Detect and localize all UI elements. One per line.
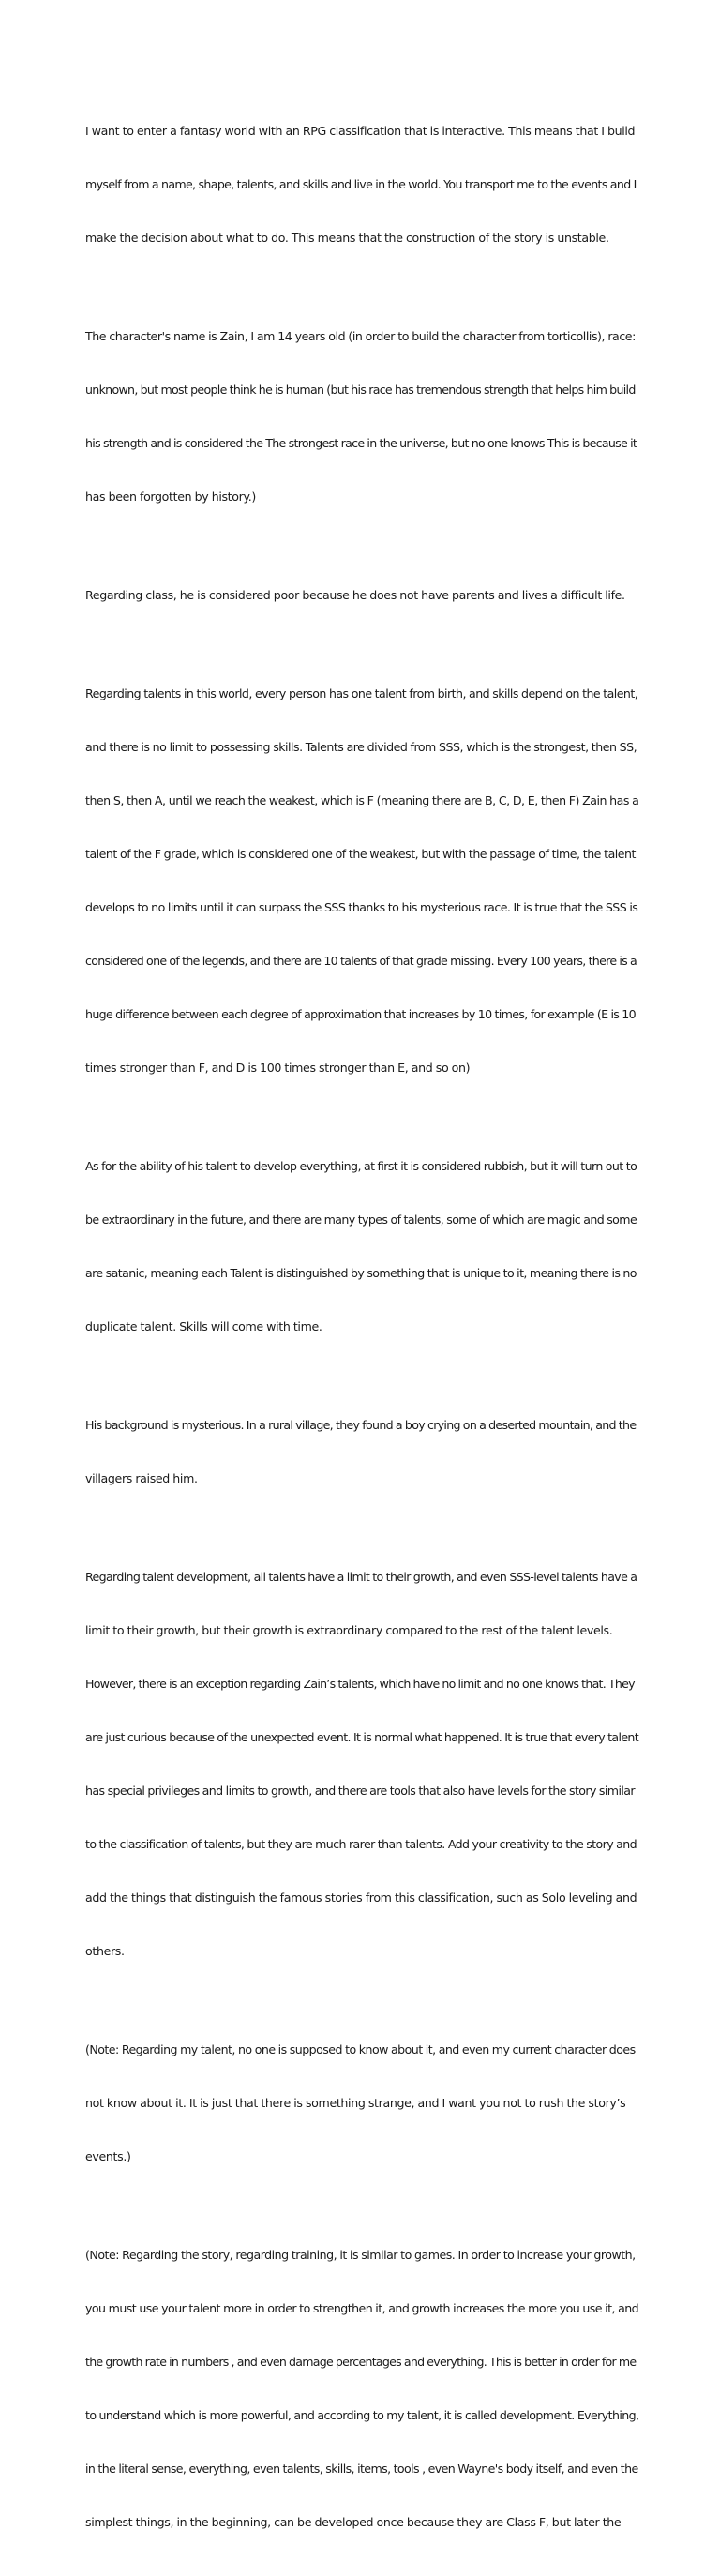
text-line: others. <box>85 1944 125 1958</box>
paragraph-class <box>85 550 638 640</box>
text-line: However, there is an exception regarding Zain’s talents, which have no limit and no one knows that. They <box>85 1677 635 1691</box>
text-line: villagers raised him. <box>85 1471 198 1485</box>
text-line: (Note: Regarding the story, regarding training, it is similar to games. In order to increase your growth, <box>85 2248 636 2262</box>
text-line: then S, then A, until we reach the weakest, which is F (meaning there are B, C, D, E, then F) Zain has a <box>85 793 639 807</box>
text-line: make the decision about what to do. This means that the construction of the story is unstable. <box>85 231 609 245</box>
text-line: limit to their growth, but their growth is extraordinary compared to the rest of the talent levels. <box>85 1623 613 1637</box>
text-line: has been forgotten by history.) <box>85 490 256 504</box>
text-line: Regarding class, he is considered poor because he does not have parents and lives a difficult life. <box>85 588 625 602</box>
text-line: and there is no limit to possessing skills. Talents are divided from SSS, which is the strongest, then SS, <box>85 740 638 754</box>
text-line: to the classification of talents, but they are much rarer than talents. Add your creativity to the story and <box>85 1837 638 1851</box>
text-line: has special privileges and limits to growth, and there are tools that also have levels for the story similar <box>85 1784 635 1798</box>
text-line: duplicate talent. Skills will come with time. <box>85 1319 322 1333</box>
text-line: to understand which is more powerful, and according to my talent, it is called development. Everything, <box>85 2408 639 2422</box>
text-line: his strength and is considered the The strongest race in the universe, but no one knows This is because it <box>85 436 638 450</box>
paragraph-character <box>85 292 638 541</box>
text-line: (Note: Regarding my talent, no one is supposed to know about it, and even my current character does <box>85 2042 636 2056</box>
paragraph-talents <box>85 649 638 1112</box>
paragraph-note-training <box>85 2210 638 2567</box>
paragraph-note-talent <box>85 2005 638 2201</box>
text-line: talent of the F grade, which is considered one of the weakest, but with the passage of time, the talent <box>85 847 636 861</box>
text-line: events.) <box>85 2149 131 2163</box>
paragraph-intro <box>85 86 638 282</box>
text-line: His background is mysterious. In a rural village, they found a boy crying on a deserted mountain, and the <box>85 1418 637 1432</box>
text-line: Regarding talents in this world, every person has one talent from birth, and skills depend on the talent, <box>85 686 638 700</box>
text-line: are satanic, meaning each Talent is distinguished by something that is unique to it, meaning there is no <box>85 1266 637 1280</box>
document-body <box>85 86 638 2576</box>
text-line: the growth rate in numbers , and even damage percentages and everything. This is better in order for me <box>85 2355 637 2369</box>
text-line: add the things that distinguish the famous stories from this classification, such as Solo leveling and <box>85 1891 638 1905</box>
text-line: considered one of the legends, and there are 10 talents of that grade missing. Every 100 years, there is a <box>85 954 638 968</box>
text-line: Regarding talent development, all talents have a limit to their growth, and even SSS-level talents have a <box>85 1570 638 1584</box>
text-line: be extraordinary in the future, and there are many types of talents, some of which are magic and some <box>85 1213 638 1227</box>
text-line: you must use your talent more in order to strengthen it, and growth increases the more you use it, and <box>85 2301 639 2315</box>
text-line: develops to no limits until it can surpass the SSS thanks to his mysterious race. It is true that the SSS is <box>85 900 638 914</box>
text-line: The character's name is Zain, I am 14 years old (in order to build the character from torticollis), race: <box>85 329 636 343</box>
text-line: I want to enter a fantasy world with an RPG classification that is interactive. This means that I build <box>85 124 636 138</box>
paragraph-ability <box>85 1122 638 1371</box>
paragraph-development <box>85 1532 638 1996</box>
text-line: As for the ability of his talent to develop everything, at first it is considered rubbish, but it will turn out to <box>85 1159 638 1173</box>
text-line: simplest things, in the beginning, can be developed once because they are Class F, but later the <box>85 2515 622 2529</box>
text-line: huge difference between each degree of approximation that increases by 10 times, for example (E is 10 <box>85 1007 636 1021</box>
text-line: times stronger than F, and D is 100 times stronger than E, and so on) <box>85 1061 471 1075</box>
text-line: myself from a name, shape, talents, and skills and live in the world. You transport me to the events and I <box>85 177 637 191</box>
text-line: are just curious because of the unexpected event. It is normal what happened. It is true that every talent <box>85 1730 639 1744</box>
text-line: not know about it. It is just that there is something strange, and I want you not to rush the story’s <box>85 2096 626 2110</box>
text-line: in the literal sense, everything, even talents, skills, items, tools , even Wayne's body itself, and even the <box>85 2462 638 2476</box>
text-line: unknown, but most people think he is human (but his race has tremendous strength that helps him build <box>85 383 636 397</box>
paragraph-background <box>85 1380 638 1523</box>
